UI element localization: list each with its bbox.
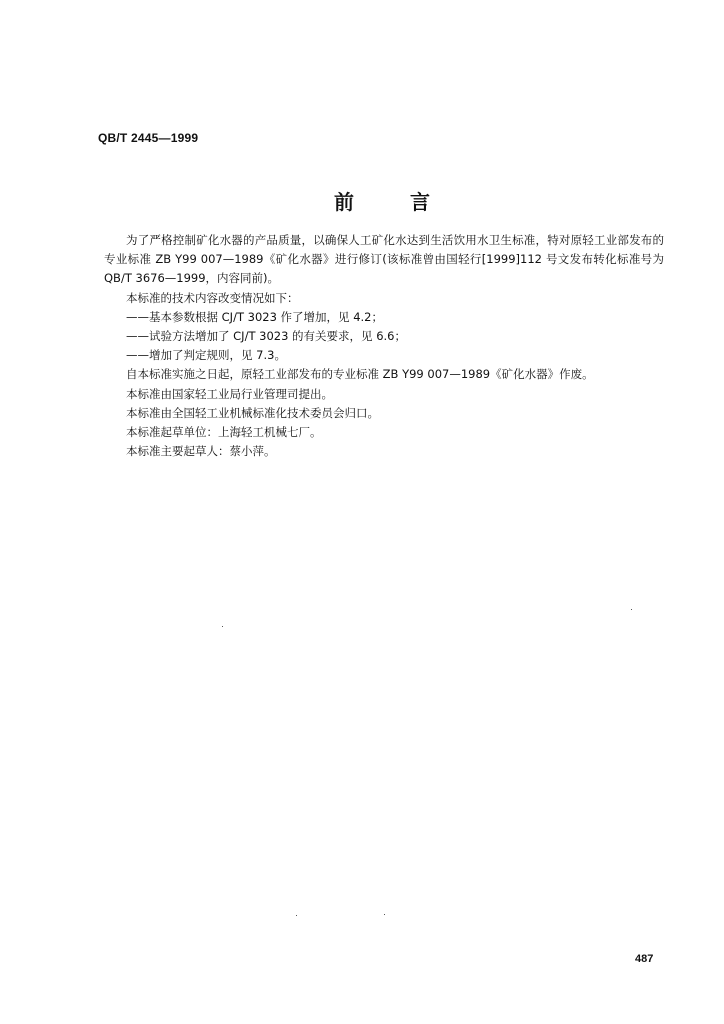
scan-speck bbox=[631, 609, 632, 610]
proposed-by-statement: 本标准由国家轻工业局行业管理司提出。 bbox=[126, 386, 333, 401]
change-item-1: ——基本参数根据 CJ/T 3023 作了增加，见 4.2； bbox=[126, 309, 383, 324]
changes-intro: 本标准的技术内容改变情况如下： bbox=[126, 290, 299, 305]
title-char-1: 前 bbox=[334, 190, 354, 214]
supersede-statement: 自本标准实施之日起，原轻工业部发布的专业标准 ZB Y99 007—1989《矿化水器》作废。 bbox=[126, 367, 594, 382]
centralized-by-statement: 本标准由全国轻工业机械标准化技术委员会归口。 bbox=[126, 405, 379, 420]
scan-speck bbox=[384, 914, 385, 915]
foreword-body bbox=[104, 231, 664, 461]
change-item-2: ——试验方法增加了 CJ/T 3023 的有关要求，见 6.6； bbox=[126, 329, 406, 344]
drafting-unit-statement: 本标准起草单位：上海轻工机械七厂。 bbox=[126, 425, 322, 440]
document-code: QB/T 2445—1999 bbox=[98, 131, 199, 145]
change-item-3: ——增加了判定规则，见 7.3。 bbox=[126, 348, 286, 363]
drafter-statement: 本标准主要起草人：蔡小萍。 bbox=[126, 444, 276, 459]
scan-speck bbox=[222, 626, 223, 627]
scan-speck bbox=[296, 915, 297, 916]
page-number: 487 bbox=[635, 953, 654, 965]
intro-paragraph: 为了严格控制矿化水器的产品质量，以确保人工矿化水达到生活饮用水卫生标准，特对原轻工业部发布的专业标准 ZB Y99 007—1989《矿化水器》进行修订(该标准曾由国轻行[1999]112 号文发布转化标准号为 QB/T 3676—1999，内容同前)。 bbox=[104, 233, 664, 286]
title-char-2: 言 bbox=[410, 190, 430, 214]
